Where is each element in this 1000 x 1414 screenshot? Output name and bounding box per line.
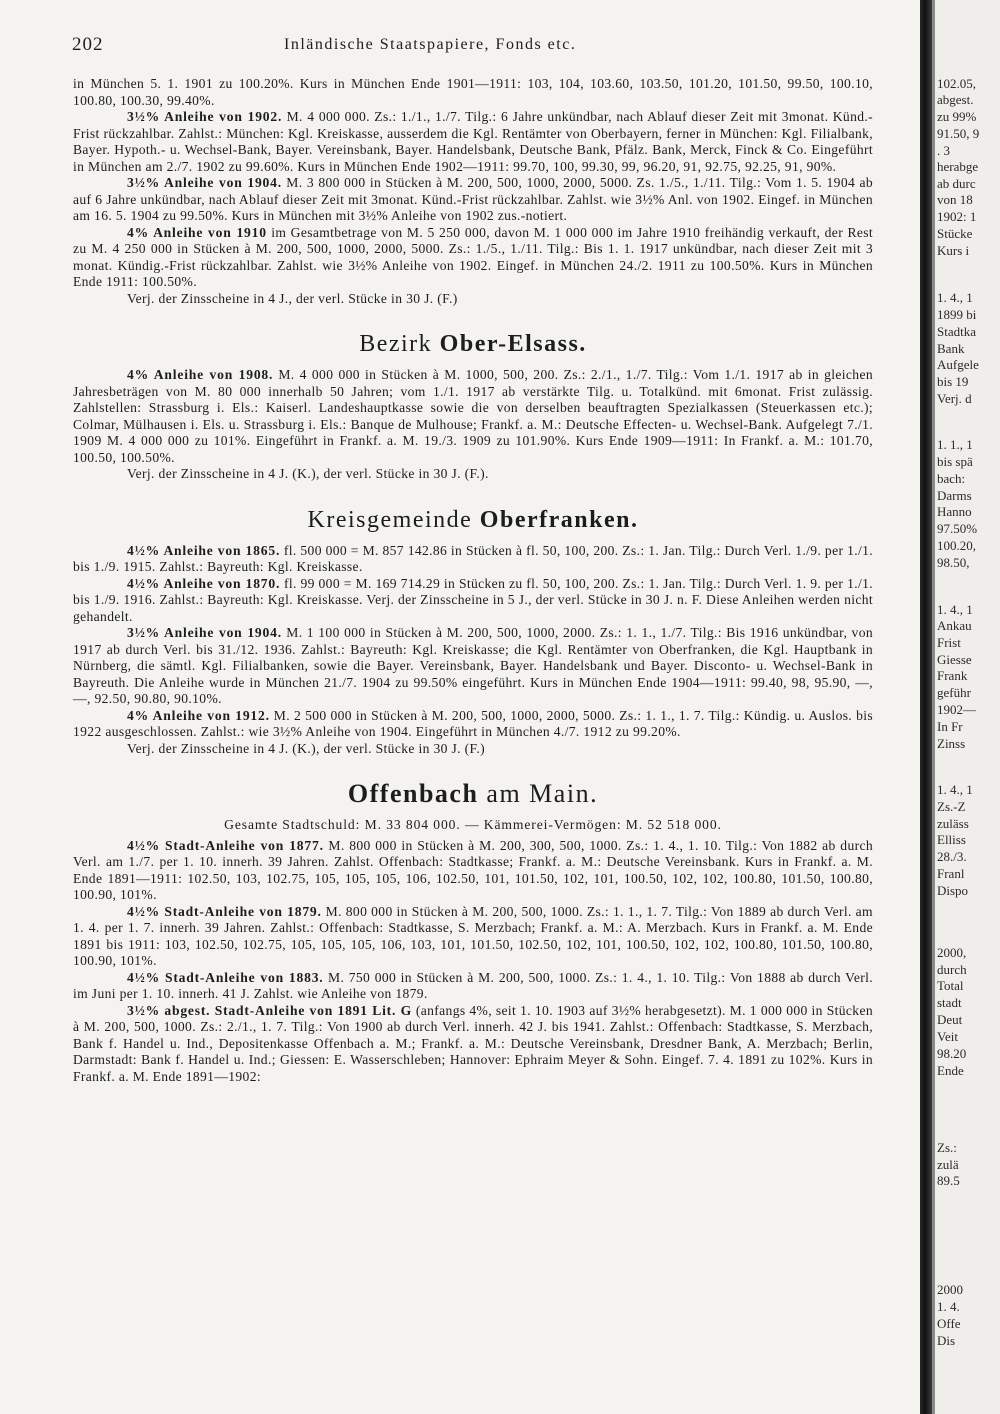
adjacent-page-fragment: 98.20 [937,1046,967,1061]
entry-offenbach-1891 [73,1003,873,1086]
adjacent-page-fragment: 89.5 [937,1173,960,1188]
entry-text: M. 1 100 000 in Stücken à M. 200, 500, 1000, 2000. Zs.: 1. 1., 1./7. Tilg.: Bis 1916 unkündbar, von 1917 ab durch Verl. bis 31./12. 1936. Zahlst.: Bayreuth: Kgl. Kreiskasse; die Kgl. Rentämter von Oberfranken, die Kgl. Hauptbank in Nürnberg, die sämtl. Kgl. Filialbanken, sowie die Bayer. Vereinsbank, Bayer. Handelsbank und Bayer. Disconto- u. Wechsel-Bank in Bayreuth. Die Anleihe wurde in München 21./7. 1904 zu 99.50% eingeführt. Kurs in München Ende 1904—1911: 99.40, 98, 95.90, —, —, 92.50, 90.80, 90.10%. [73,625,873,706]
verjaehrung-note: Verj. der Zinsscheine in 4 J. (K.), der verl. Stücke in 30 J. (F.). [127,466,489,481]
adjacent-page-fragment: zuläss [937,816,969,831]
entry-munich-1910 [73,225,873,291]
book-gutter-shadow [920,0,932,1414]
entry-text: M. 3 800 000 in Stücken à M. 200, 500, 1000, 2000, 5000. Zs. 1./5., 1./11. Tilg.: Vom 1. 5. 1904 ab auf 6 Jahre unkündbar, nach Ablauf dieser Zeit mit 3monat. Künd.-Frist rückzahlbar. Zahlst. wie 3½% Anl. von 1902. Eingef. in München am 16. 5. 1904 zu 99.50%. Kurs in München mit 3½% Anleihe von 1902 zus.-notiert. [73,175,873,223]
adjacent-page-fragment: Zs.-Z [937,799,966,814]
entry-title: 4% Anleihe von 1910 [127,224,267,240]
entry-oberfranken-1904 [73,625,873,708]
page-number: 202 [72,34,104,55]
entry-text: M. 800 000 in Stücken à M. 200, 300, 500, 1000. Zs.: 1. 4., 1. 10. Tilg.: Von 1882 ab durch Verl. am 1./7. per 1. 10. innerh. 39 Jahren. Zahlst. Offenbach: Stadtkasse; Frankf. a. M.: Deutsche Vereinsbank. Kurs in Frankf. a. M. Ende 1891—1911: 102.50, 103, 102.75, 105, 105, 105, 106, 102.50, 101, 101.50, 102, 101, 100.50, 102, 102, 100.80, 101.50, 100.80, 100.90, 101%. [73,837,873,902]
adjacent-page-fragment: Veit [937,1029,958,1044]
entry-title: 4½% Anleihe von 1865. [127,542,281,558]
adjacent-page-fragment: Verj. d [937,391,972,406]
adjacent-page-fragment: 28./3. [937,849,967,864]
adjacent-page-fragment: Bank [937,341,965,356]
heading-bold: Ober-Elsass. [439,331,587,357]
page-body [73,76,873,1085]
adjacent-page-fragment: 1899 bi [937,307,977,322]
adjacent-page-fragment: Giesse [937,652,972,667]
offenbach-debt-summary: Gesamte Stadtschuld: M. 33 804 000. — Kämmerei-Vermögen: M. 52 518 000. [224,817,722,832]
heading-bold: Offenbach [347,779,479,808]
adjacent-page-fragment: Elliss [937,832,966,847]
entry-text: (anfangs 4%, seit 1. 10. 1903 auf 3½% herabgesetzt). M. 1 000 000 in Stücken à M. 200, 500, 1000. Zs.: 2./1., 1. 7. Tilg.: Von 1900 ab durch Verl. innerh. 42 J. bis 1941. Zahlst.: Offenbach: Stadtkasse, S. Merzbach, Bank f. Handel u. Ind., Depositenkasse Offenbach a. M.; Frankf. a. M.: Deutsche Vereinsbank, Dresdner Bank, A. Merzbach; Berlin, Darmstadt: Bank f. Handel u. Ind.; Giessen: E. Wasserschleben; Hannover: Ephraim Meyer & Sohn. Eingef. 7. 4. 1891 zu 102%. Kurs in Frankf. a. M. Ende 1891—1902: [73,1002,873,1084]
adjacent-page-fragment: herabge [937,159,979,174]
entry-munich-1902 [73,109,873,175]
entry-text: fl. 500 000 = M. 857 142.86 in Stücken à fl. 50, 100, 200. Zs.: 1. Jan. Tilg.: Durch Verl. 1./9. per 1./1. bis 1./9. 1915. Zahlst.: Bayreuth: Kgl. Kreiskasse. [73,542,874,574]
adjacent-page-fragment: 1. 4., 1 [937,782,973,797]
entry-title: 4% Anleihe von 1908. [127,367,274,382]
entry-offenbach-1877 [73,838,873,904]
adjacent-page-fragment: Stadtka [937,324,976,339]
adjacent-page-fragment: Hanno [937,504,972,519]
adjacent-page-fragment: abgest. [937,92,974,107]
adjacent-page-fragment: ab durc [937,176,976,191]
entry-text: M. 750 000 in Stücken à M. 200, 500, 1000. Zs.: 1. 4., 1. 10. Tilg.: Von 1888 ab durch Verl. im Juni per 1. 10. innerh. 41 J. Zahlst. wie Anleihe von 1879. [73,969,873,1001]
adjacent-page-fragment: Zs.: [937,1140,957,1155]
entry-munich-1904 [73,175,873,225]
entry-text: M. 4 000 000 in Stücken à M. 1000, 500, 200. Zs.: 2./1., 1./7. Tilg.: Vom 1./1. 1917 ab in gleichen Jahresbeträgen von M. 80 000 innerhalb 50 Jahren; vom 1./1. 1917 ab verstärkte Tilg. u. Totalkünd. mit 6monat. Frist zulässig. Zahlstellen: Strassburg i. Els.: Kaiserl. Landeshauptkasse sowie die von derselben beauftragten Spezialkassen (Steuerkassen etc.); Colmar, Mülhausen i. Els. u. Strassburg i. Els.: Banque de Mulhouse; Frankf. a. M.: Deutsche Effecten- u. Wechsel-Bank. Aufgelegt 7./1. 1909 M. 4 000 000 zu 101%. Eingeführt in Frankf. a. M. 19./3. 1909 zu 101.90%. Kurs Ende 1909—1911: In Frankf. a. M.: 101.70, 100.50, 100.50%. [73,367,873,465]
entry-offenbach-1883 [73,970,873,1003]
entry-title: 3½% Anleihe von 1902. [127,109,283,124]
section-heading-oberfranken [73,505,873,535]
entry-title: 4½% Anleihe von 1870. [127,575,281,591]
running-head: Inländische Staatspapiere, Fonds etc. [284,36,577,53]
adjacent-page-fragment: Zinss [937,736,966,751]
adjacent-page-fragment: Total [937,978,964,993]
entry-text: M. 4 000 000. Zs.: 1./1., 1./7. Tilg.: 6 Jahre unkündbar, nach Ablauf dieser Zeit mit 3monat. Künd.-Frist rückzahlbar. Zahlst.: München: Kgl. Kreiskasse, ausserdem die Kgl. Rentämter von Oberbayern, ferner in München: Kgl. Filialbank, Bayer. Hypoth.- u. Wechsel-Bank, Bayer. Vereinsbank, Bayer. Handelsbank, Deutsche Bank, Pfälz. Bank, Merck, Finck & Co. Eingeführt in München am 2./7. 1902 zu 99.60%. Kurs in München Ende 1902—1911: 99.70, 100, 99.30, 99, 96.20, 91, 92.75, 92.25, 91, 90%. [73,109,873,174]
adjacent-page-fragment: . 3 [937,143,950,158]
adjacent-page-fragment: zulä [937,1157,959,1172]
adjacent-page-fragment: bach: [937,471,966,486]
adjacent-page-fragment: In Fr [937,719,963,734]
section-heading-offenbach [73,779,873,809]
entry-offenbach-1879 [73,904,873,970]
adjacent-page-fragment: Deut [937,1012,963,1027]
heading-prefix: Bezirk [359,331,440,357]
section-heading-ober-elsass [73,329,873,359]
adjacent-page-fragment: durch [937,962,967,977]
entry-text: M. 800 000 in Stücken à M. 200, 500, 1000. Zs.: 1. 1., 1. 7. Tilg.: Von 1889 ab durch Verl. am 1. 4. per 1. 7. innerh. 39 Jahren. Zahlst.: Offenbach: Stadtkasse, S. Merzbach; Frankf. a. M.: A. Merzbach. Kurs in Frankf. a. M. Ende 1891 bis 1911: 103, 102.50, 102.75, 105, 105, 105, 106, 103, 101, 101.50, 102.50, 102, 101, 100.50, 102, 102, 100.80, 101.50, 100.80, 100.90, 101%. [73,903,873,968]
adjacent-page-fragment: stadt [937,995,962,1010]
adjacent-page-fragment: geführ [937,685,971,700]
adjacent-page-fragment: 97.50% [937,521,978,536]
adjacent-page-fragment: Darms [937,488,972,503]
adjacent-page-fragment: 98.50, [937,555,970,570]
entry-title: 4½% Stadt-Anleihe von 1883. [127,969,324,985]
adjacent-page-fragment: bis spä [937,454,973,469]
entry-text: fl. 99 000 = M. 169 714.29 in Stücken zu fl. 50, 100, 200. Zs.: 1. Jan. Tilg.: Durch Verl. 1. 9. per 1./1. bis 1./9. 1916. Zahlst.: Bayreuth: Kgl. Kreiskasse. Verj. der Zinsscheine in 5 J., der verl. Stücke in 30 J. n. F. Diese Anleihen werden nicht gehandelt. [73,575,873,624]
adjacent-page-fragment: 102.05, [937,76,976,91]
verjaehrung-note: Verj. der Zinsscheine in 4 J. (K.), der verl. Stücke in 30 J. (F.) [127,740,486,756]
adjacent-page-fragment: Stücke [937,226,973,241]
adjacent-page-fragment: Kurs i [937,243,970,258]
verjaehrung-note: Verj. der Zinsscheine in 4 J., der verl. Stücke in 30 J. (F.) [127,290,458,306]
adjacent-page-fragment: Dispo [937,883,969,898]
adjacent-page-fragment: 1902— [937,702,976,717]
entry-title: 4% Anleihe von 1912. [127,707,270,723]
adjacent-page-fragment: Ende [937,1063,964,1078]
adjacent-page-fragment: Ankau [937,618,972,633]
heading-suffix: am Main. [478,779,599,808]
entry-title: 4½% Stadt-Anleihe von 1879. [127,903,322,919]
adjacent-page-fragment: bis 19 [937,374,969,389]
adjacent-page-fragment: 2000, [937,945,967,960]
heading-bold: Oberfranken. [479,506,639,533]
adjacent-page-fragment: Franl [937,866,965,881]
entry-title: 3½% Anleihe von 1904. [127,175,282,190]
entry-text: M. 2 500 000 in Stücken à M. 200, 500, 1000, 2000, 5000. Zs.: 1. 1., 1. 7. Tilg.: Kündig. u. Auslos. bis 1922 ausgeschlossen. Zahlst.: wie 3½% Anleihe von 1904. Eingeführt in München 4./7. 1912 zu 99.20%. [73,707,873,739]
entry-oberfranken-1912 [73,708,873,741]
entry-title: 3½% abgest. Stadt-Anleihe von 1891 Lit. G [127,1002,412,1018]
adjacent-page-fragment: von 18 [937,192,973,207]
adjacent-page-fragment: 1. 4., 1 [937,602,973,617]
adjacent-page-fragment: zu 99% [937,109,977,124]
adjacent-page-fragment: Frank [937,668,968,683]
entry-oberfranken-1865 [73,543,873,576]
entry-oberfranken-1870 [73,576,873,626]
entry-title: 4½% Stadt-Anleihe von 1877. [127,837,324,853]
adjacent-page-fragment: 1. 4. [937,1299,960,1314]
heading-prefix: Kreisgemeinde [307,506,480,533]
adjacent-page-fragment: Offe [937,1316,961,1331]
entry-title: 3½% Anleihe von 1904. [127,625,282,640]
adjacent-page-fragment: Aufgele [937,357,979,372]
adjacent-page-fragment: Frist [937,635,961,650]
entry-text: im Gesamtbetrage von M. 5 250 000, davon M. 1 000 000 im Jahre 1910 freihändig verkauft, der Rest zu M. 4 250 000 in Stücken à M. 200, 500, 1000, 2000, 5000. Zs.: 1./5., 1./11. Tilg.: Bis 1. 1. 1917 unkündbar, nach dieser Zeit mit 3 monat. Kündig.-Frist rückzahlbar. Zahlst. wie 3½% Anleihe von 1902. Eingef. in München 24./2. 1911 zu 100.50%. Kurs in München Ende 1911: 100.50%. [73,224,874,289]
page-header [72,34,872,58]
adjacent-page-fragment: 1. 4., 1 [937,290,973,305]
adjacent-page-edge [935,0,1000,1414]
adjacent-page-fragment: 1902: 1 [937,209,977,224]
continued-paragraph: in München 5. 1. 1901 zu 100.20%. Kurs in München Ende 1901—1911: 103, 104, 103.60, 103.50, 101.20, 101.50, 99.50, 100.10, 100.80, 100.30, 99.40%. [73,76,873,108]
entry-ober-elsass-1908 [73,367,873,466]
adjacent-page-fragment: 2000 [937,1282,963,1297]
adjacent-page-fragment: 100.20, [937,538,976,553]
adjacent-page-fragment: Dis [937,1333,956,1348]
adjacent-page-fragment: 91.50, 9 [937,126,980,141]
adjacent-page-fragment: 1. 1., 1 [937,437,973,452]
